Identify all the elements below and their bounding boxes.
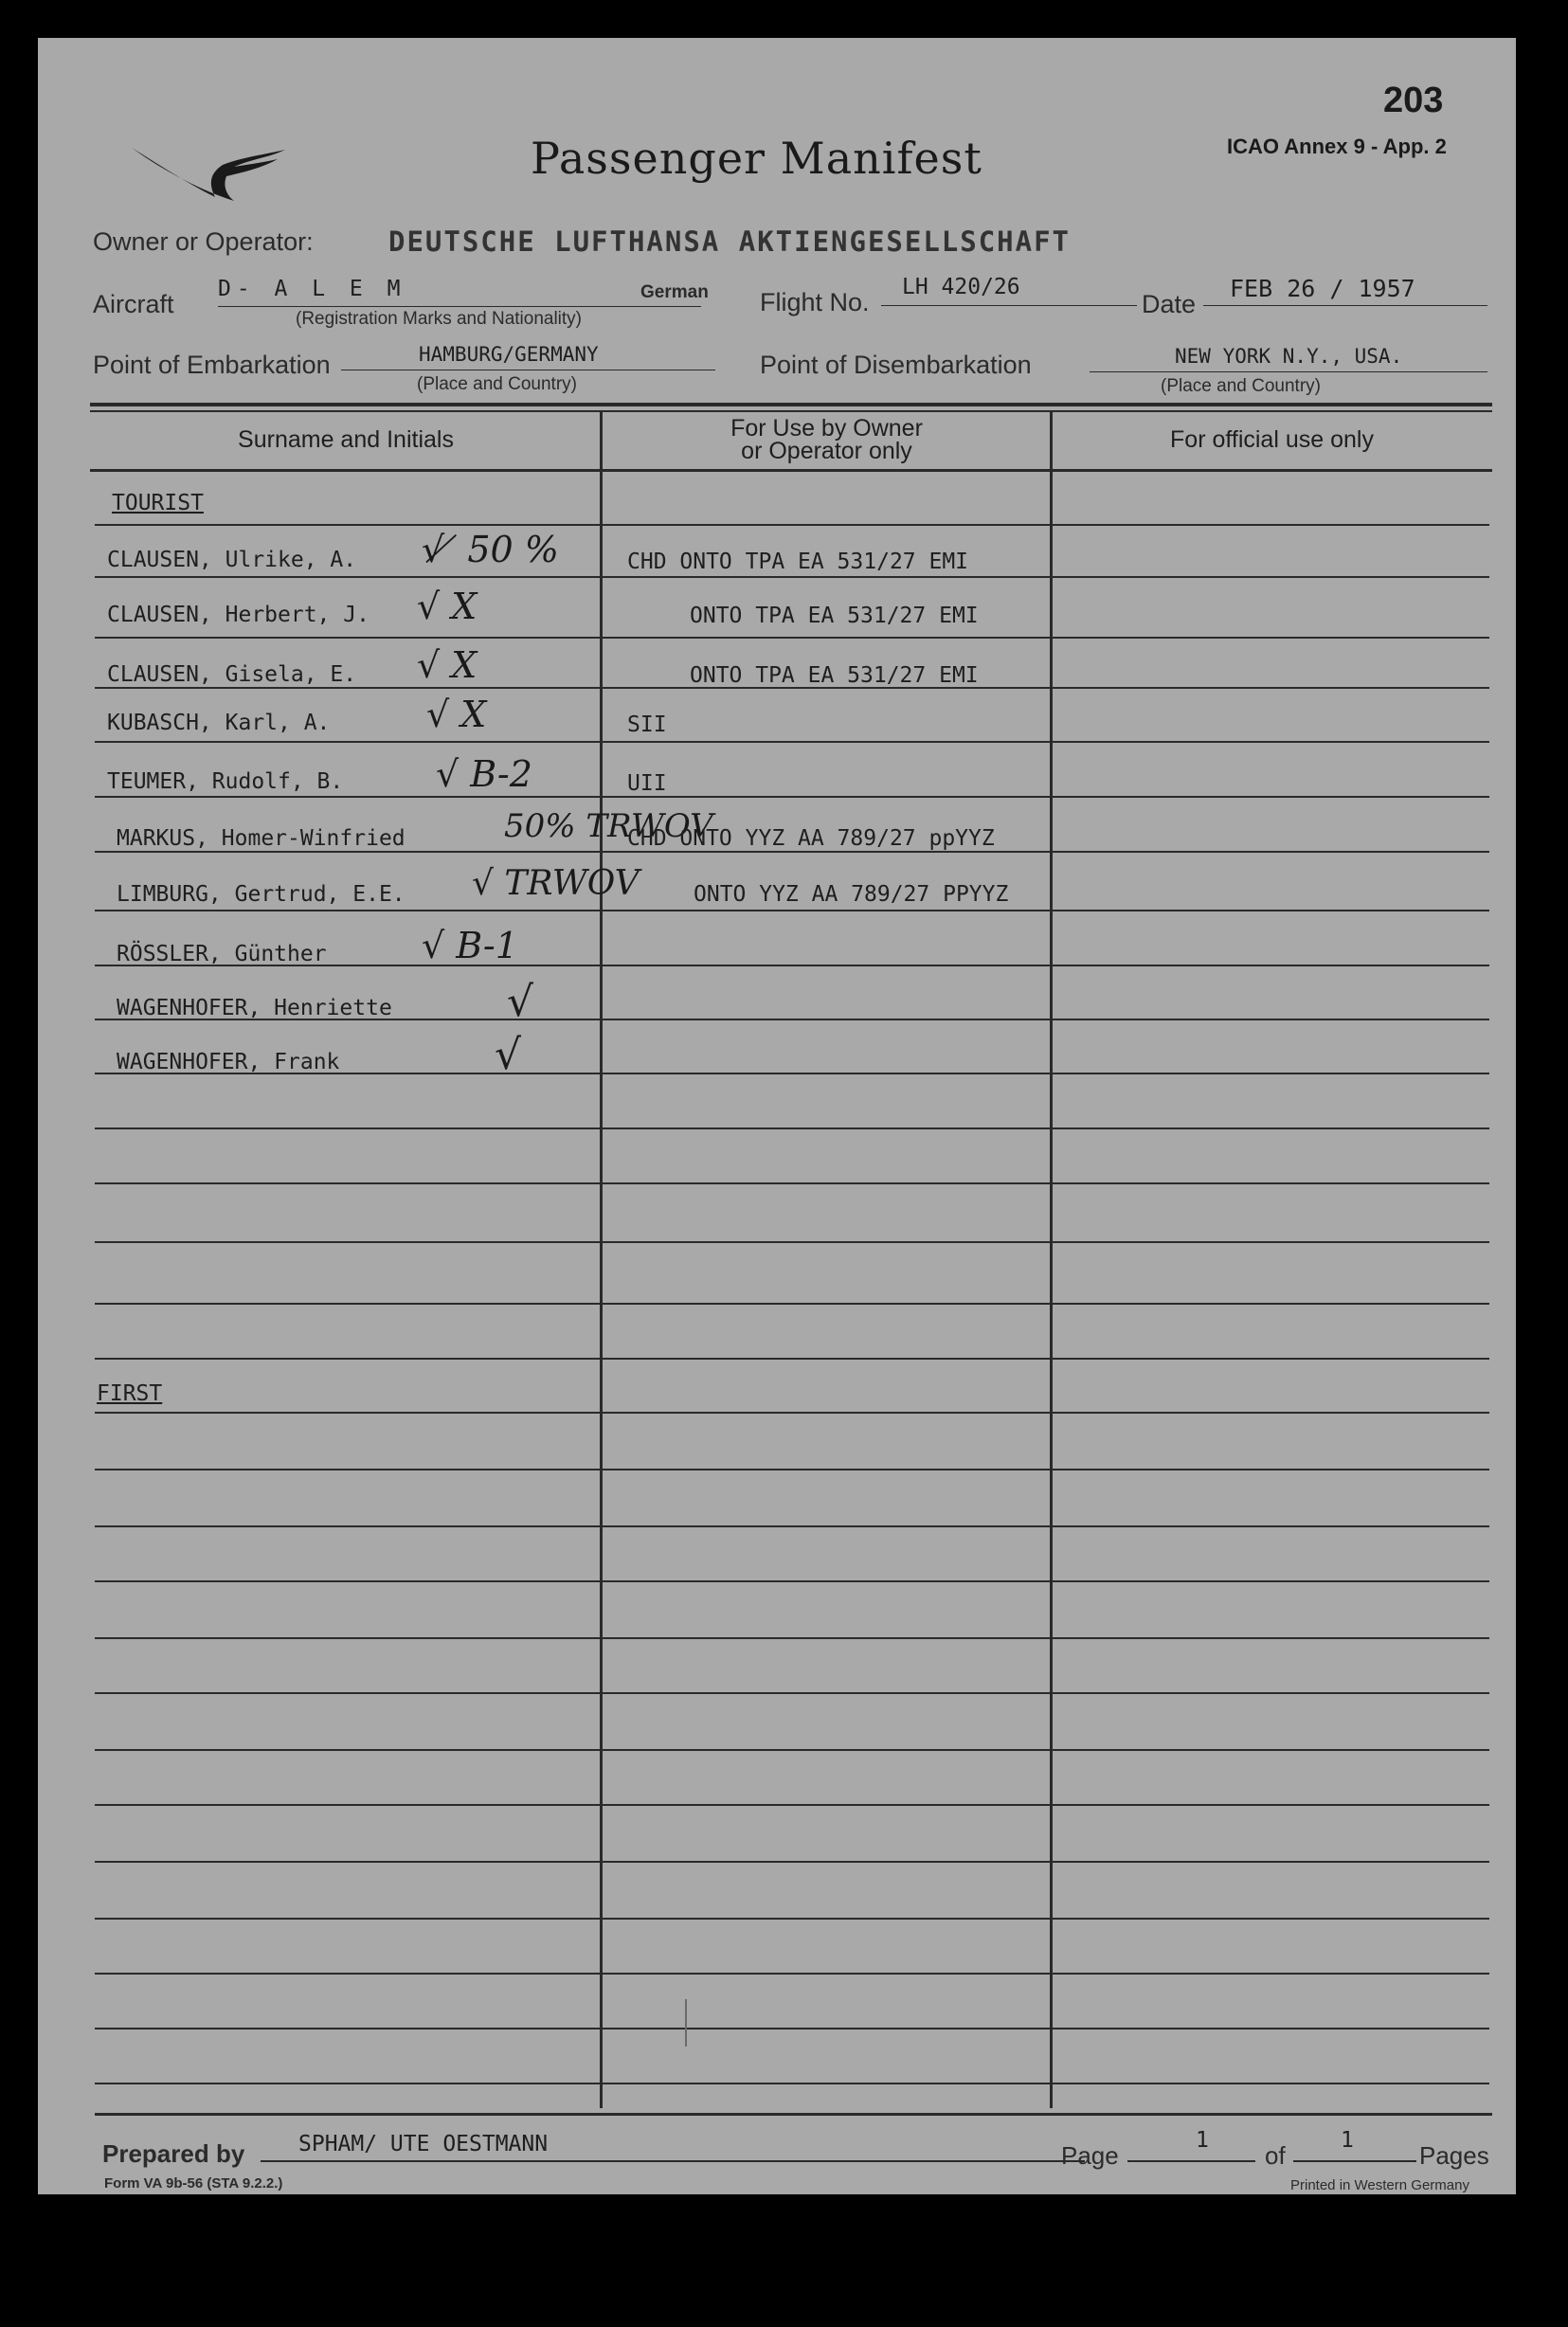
disembarkation-value: NEW YORK N.Y., USA. <box>1175 345 1403 368</box>
operator-note: CHD ONTO TPA EA 531/27 EMI <box>627 550 969 574</box>
embarkation-value: HAMBURG/GERMANY <box>419 343 599 366</box>
prepared-underline <box>261 2160 1085 2162</box>
disembarkation-underline <box>1090 371 1487 372</box>
passenger-marks: √ X <box>417 586 478 627</box>
table-row-rule <box>95 1861 1489 1863</box>
table-top-rule <box>90 403 1492 406</box>
table-row-rule <box>95 796 1489 798</box>
passenger-name: LIMBURG, Gertrud, E.E. <box>117 882 406 907</box>
table-row-rule <box>95 1469 1489 1470</box>
table-row-rule <box>95 524 1489 526</box>
table-row-rule <box>95 1580 1489 1582</box>
page-value: 1 <box>1196 2128 1209 2153</box>
table-row-rule <box>95 1918 1489 1920</box>
col-header-official: For official use only <box>1170 426 1374 453</box>
manifest-sheet <box>38 38 1516 2194</box>
table-row-rule <box>95 1804 1489 1806</box>
table-row-rule <box>95 1973 1489 1975</box>
embarkation-label: Point of Embarkation <box>93 351 331 379</box>
table-row-rule <box>95 576 1489 578</box>
table-row-rule <box>95 1303 1489 1305</box>
icao-reference: ICAO Annex 9 - App. 2 <box>1227 135 1447 158</box>
table-row-rule <box>95 1412 1489 1414</box>
lufthansa-crane-logo <box>128 144 289 207</box>
passenger-marks: 50% TRWOV <box>504 807 713 845</box>
printed-in: Printed in Western Germany <box>1290 2177 1469 2193</box>
table-row-rule <box>95 637 1489 639</box>
page-underline <box>1127 2160 1255 2162</box>
owner-value: DEUTSCHE LUFTHANSA AKTIENGESELLSCHAFT <box>388 225 1072 258</box>
column-divider-1 <box>600 412 603 2108</box>
of-label: of <box>1265 2141 1286 2170</box>
passenger-name: TEUMER, Rudolf, B. <box>107 769 344 794</box>
operator-note: ONTO YYZ AA 789/27 PPYYZ <box>694 882 1009 907</box>
passenger-name: RÖSSLER, Günther <box>117 942 327 966</box>
passenger-name: CLAUSEN, Herbert, J. <box>107 603 369 627</box>
form-code: Form VA 9b-56 (STA 9.2.2.) <box>104 2175 283 2192</box>
passenger-marks: √ TRWOV <box>472 864 640 903</box>
table-row-rule <box>95 910 1489 911</box>
passenger-name: CLAUSEN, Gisela, E. <box>107 662 357 687</box>
table-row-rule <box>95 1182 1489 1184</box>
table-row-rule <box>95 1358 1489 1360</box>
passenger-name: MARKUS, Homer-Winfried <box>117 826 406 851</box>
aircraft-label: Aircraft <box>93 290 174 318</box>
table-row-rule <box>95 1241 1489 1243</box>
section-tourist: TOURIST <box>112 491 204 515</box>
passenger-marks: √ B-2 <box>436 753 532 795</box>
table-row-rule <box>95 1637 1489 1639</box>
table-row-rule <box>95 2028 1489 2029</box>
embarkation-caption: (Place and Country) <box>417 374 577 394</box>
column-divider-2 <box>1050 412 1053 2108</box>
passenger-name: WAGENHOFER, Henriette <box>117 996 392 1020</box>
table-row-rule <box>95 741 1489 743</box>
aircraft-nationality: German <box>640 282 709 302</box>
date-label: Date <box>1142 290 1197 318</box>
passenger-marks: √ ̸ 50 % <box>422 529 559 570</box>
operator-note: CHD ONTO YYZ AA 789/27 ppYYZ <box>627 826 995 851</box>
pages-label: Pages <box>1419 2141 1489 2170</box>
of-underline <box>1293 2160 1416 2162</box>
operator-note: ONTO TPA EA 531/27 EMI <box>690 663 979 688</box>
table-row-rule <box>95 851 1489 853</box>
flight-value: LH 420/26 <box>902 275 1020 299</box>
col-header-name: Surname and Initials <box>238 426 454 453</box>
operator-note: SII <box>627 713 667 737</box>
disembarkation-label: Point of Disembarkation <box>760 351 1032 379</box>
passenger-marks: √ <box>507 978 534 1026</box>
passenger-name: CLAUSEN, Ulrike, A. <box>107 548 357 572</box>
passenger-marks: √ X <box>426 694 487 735</box>
passenger-name: KUBASCH, Karl, A. <box>107 711 331 735</box>
aircraft-caption: (Registration Marks and Nationality) <box>296 309 583 329</box>
page-label: Page <box>1061 2141 1119 2170</box>
table-row-rule <box>95 1525 1489 1527</box>
pencil-stroke <box>685 1999 687 2047</box>
table-row-rule <box>95 1127 1489 1129</box>
section-first: FIRST <box>97 1381 163 1406</box>
prepared-value: SPHAM/ UTE OESTMANN <box>298 2132 549 2156</box>
disembarkation-caption: (Place and Country) <box>1161 376 1321 396</box>
aircraft-underline <box>218 306 701 307</box>
flight-label: Flight No. <box>760 288 870 316</box>
passenger-marks: √ X <box>417 644 478 686</box>
passenger-name: WAGENHOFER, Frank <box>117 1050 340 1074</box>
flight-underline <box>881 305 1137 306</box>
table-row-rule <box>95 2083 1489 2084</box>
prepared-label: Prepared by <box>102 2139 245 2168</box>
table-top-rule-2 <box>90 410 1492 412</box>
table-row-rule <box>95 1749 1489 1751</box>
of-value: 1 <box>1341 2128 1354 2153</box>
owner-label: Owner or Operator: <box>93 227 314 256</box>
col-header-operator-2: or Operator only <box>741 438 912 464</box>
operator-note: UII <box>627 771 667 796</box>
date-value: FEB 26 / 1957 <box>1230 275 1415 302</box>
passenger-marks: √ B-1 <box>422 925 518 966</box>
col-header-operator-1: For Use by Owner <box>730 415 923 442</box>
date-underline <box>1203 305 1487 306</box>
header-bottom-rule <box>90 469 1492 472</box>
table-row-rule <box>95 1692 1489 1694</box>
footer-top-rule <box>95 2113 1492 2116</box>
operator-note: ONTO TPA EA 531/27 EMI <box>690 604 979 628</box>
form-title: Passenger Manifest <box>531 133 982 184</box>
passenger-marks: √ <box>495 1031 522 1079</box>
aircraft-value: D- A L E M <box>218 277 406 301</box>
sheet-number: 203 <box>1383 81 1444 120</box>
